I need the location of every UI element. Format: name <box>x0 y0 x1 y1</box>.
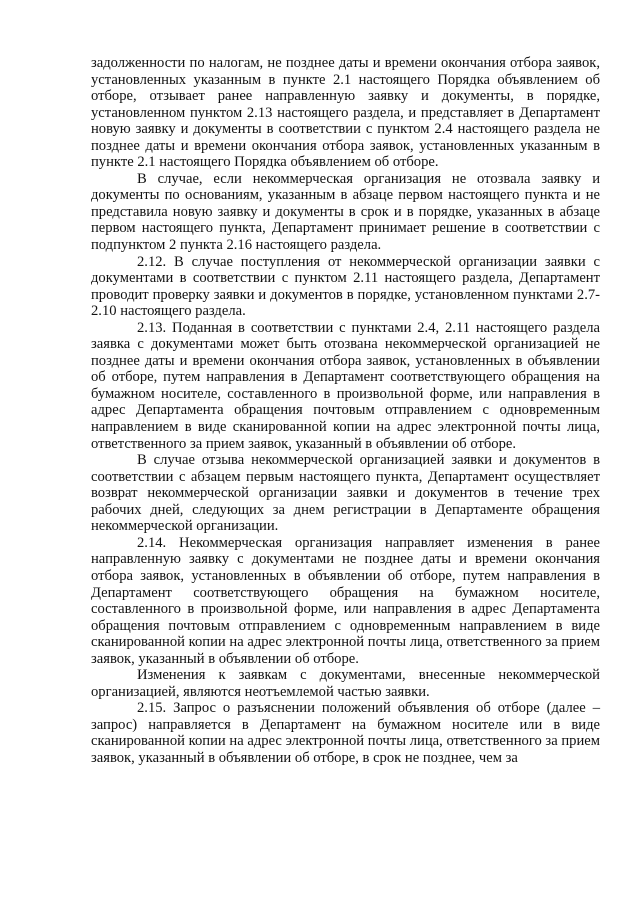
document-page <box>91 55 600 767</box>
paragraph-8-item-2-15: 2.15. Запрос о разъяснении положений объявления об отборе (далее – запрос) направляется в Департамент на бумажном носителе или в виде сканированной копии на адрес электронной почты лица, ответственного за прием заявок, указанный в объявлении об отборе, в срок не позднее, чем за <box>91 700 600 766</box>
paragraph-1: задолженности по налогам, не позднее даты и времени окончания отбора заявок, установленных указанным в пункте 2.1 настоящего Порядка объявлением об отборе, отзывает ранее направленную заявку и документы, в порядке, установленном пунктом 2.13 настоящего раздела, и представляет в Департамент новую заявку и документы в соответствии с пунктом 2.4 настоящего раздела не позднее даты и времени окончания отбора заявок, установленных указанным в пункте 2.1 настоящего Порядка объявлением об отборе. <box>91 55 600 171</box>
paragraph-4-item-2-13: 2.13. Поданная в соответствии с пунктами 2.4, 2.11 настоящего раздела заявка с документами может быть отозвана некоммерческой организацией не позднее даты и времени окончания отбора заявок, установленных в объявлении об отборе, путем направления в Департамент соответствующего обращения на бумажном носителе, составленного в произвольной форме, или направления в адрес Департамента обращения почтовым отправлением с одновременным направлением в виде сканированной копии на адрес электронной почты лица, ответственного за прием заявок, указанный в объявлении об отборе. <box>91 319 600 452</box>
paragraph-5: В случае отзыва некоммерческой организацией заявки и документов в соответствии с абзацем первым настоящего пункта, Департамент осуществляет возврат некоммерческой организации заявки и документов в течение трех рабочих дней, следующих за днем регистрации в Департаменте обращения некоммерческой организации. <box>91 452 600 535</box>
paragraph-3-item-2-12: 2.12. В случае поступления от некоммерческой организации заявки с документами в соответствии с пунктом 2.11 настоящего раздела, Департамент проводит проверку заявки и документов в порядке, установленном пунктами 2.7-2.10 настоящего раздела. <box>91 253 600 320</box>
paragraph-6-item-2-14: 2.14. Некоммерческая организация направляет изменения в ранее направленную заявку с документами не позднее даты и времени окончания отбора заявок, установленных в объявлении об отборе, путем направления в Департамент соответствующего обращения на бумажном носителе, составленного в произвольной форме, или направления в адрес Департамента обращения почтовым отправлением с одновременным направлением в виде сканированной копии на адрес электронной почты лица, ответственного за прием заявок, указанный в объявлении об отборе. <box>91 534 600 667</box>
paragraph-7: Изменения к заявкам с документами, внесенные некоммерческой организацией, являются неотъемлемой частью заявки. <box>91 667 600 700</box>
paragraph-2: В случае, если некоммерческая организация не отозвала заявку и документы по основаниям, указанным в абзаце первом настоящего пункта и не представила новую заявку и документы в срок и в порядке, указанных в абзаце первом настоящего пункта, Департамент принимает решение в соответствии с подпунктом 2 пункта 2.16 настоящего раздела. <box>91 170 600 254</box>
